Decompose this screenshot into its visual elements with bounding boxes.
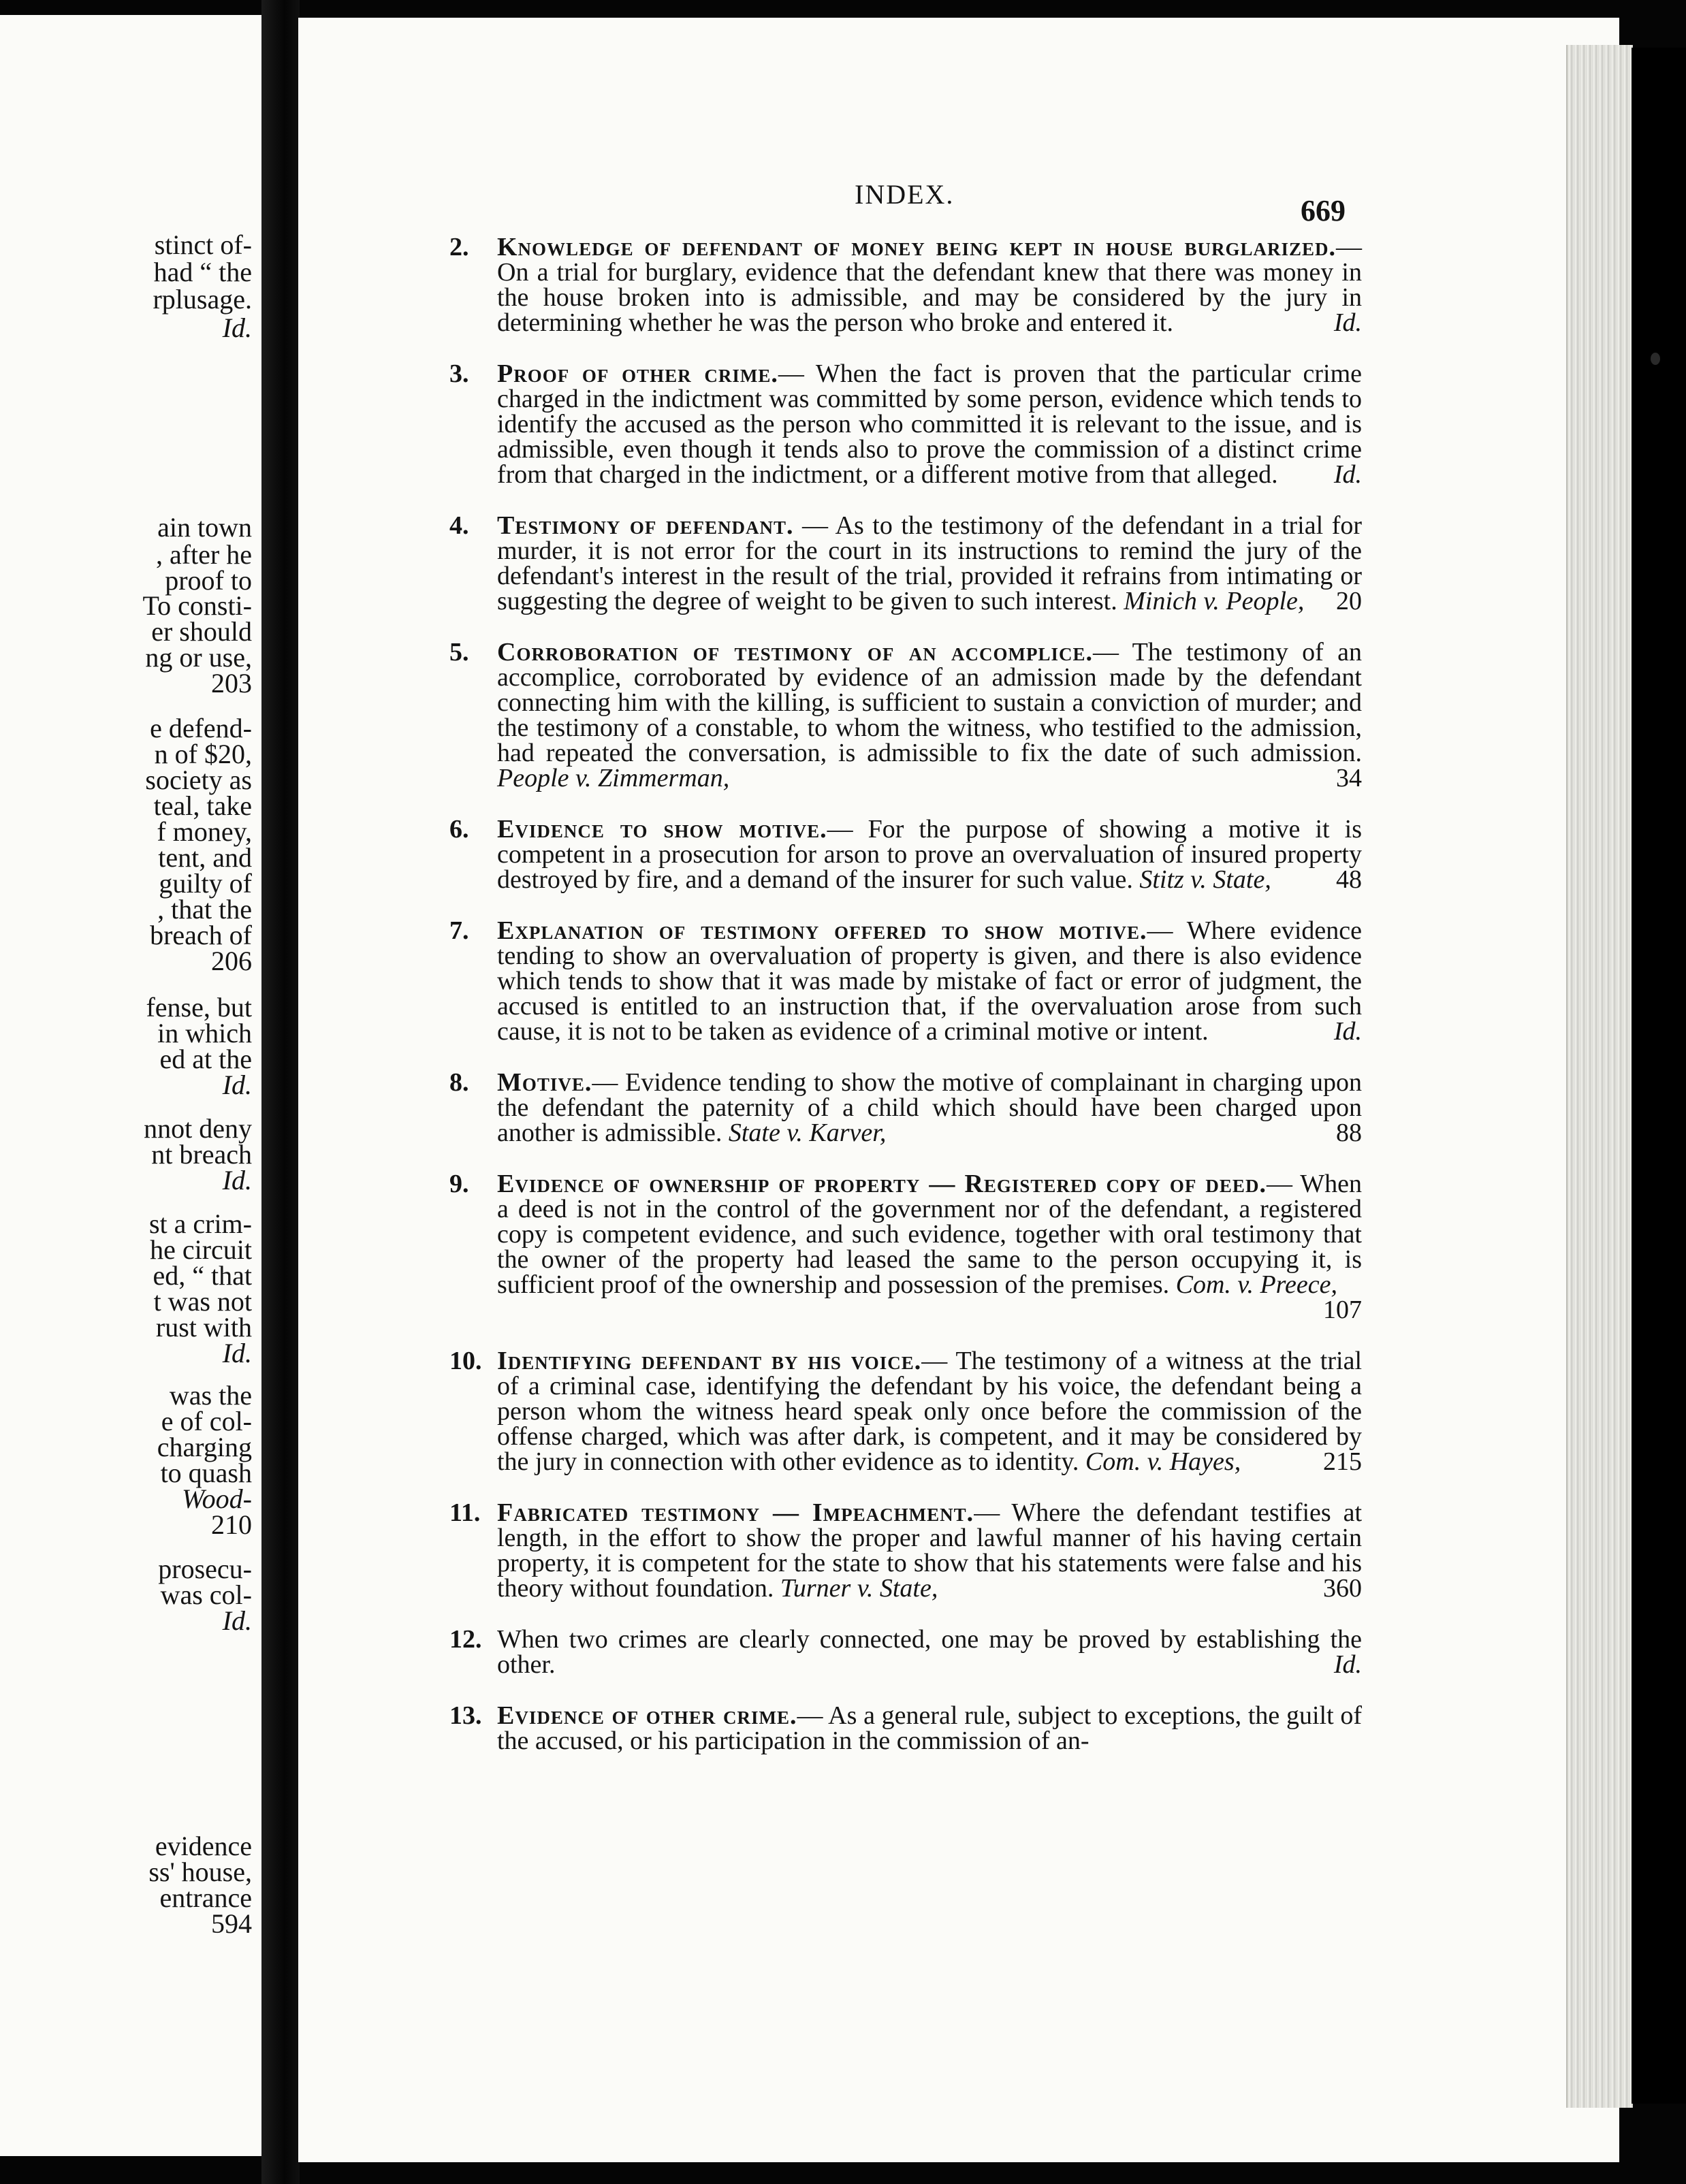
previous-page-line: breach of (150, 920, 252, 950)
previous-page-line: Id. (222, 312, 252, 343)
entry-number: 4. (449, 511, 469, 540)
case-citation: Com. v. Preece, (1169, 1270, 1337, 1299)
previous-page-line: st a crim- (148, 1208, 252, 1239)
entry-text (497, 1070, 1362, 1146)
ink-speck (1651, 353, 1660, 365)
previous-page-line: Wood- (182, 1483, 252, 1514)
previous-page-line: , that the (157, 894, 252, 925)
entry-heading: Proof of other crime. (497, 359, 778, 388)
previous-page-line: Id. (222, 1165, 252, 1195)
previous-page-line: society as (145, 765, 252, 795)
previous-page-line: charging (157, 1432, 252, 1462)
case-citation: People v. Zimmerman, (497, 764, 730, 792)
entry-number: 9. (449, 1170, 469, 1198)
previous-page-line: fense, but (146, 992, 252, 1023)
entry-heading: Evidence to show motive. (497, 815, 827, 844)
previous-page-line: e of col- (161, 1406, 252, 1436)
index-entry (449, 1172, 1362, 1323)
previous-page-line: Id. (222, 1338, 252, 1368)
previous-page-line: was the (169, 1380, 252, 1411)
entry-number: 11. (449, 1498, 481, 1527)
page-number: 669 (1301, 194, 1346, 227)
entry-number: 13. (449, 1701, 482, 1730)
entry-number: 6. (449, 815, 469, 844)
case-page-reference: 20 (1336, 587, 1362, 615)
entry-body: When two crimes are clearly connected, one may be proved by establishing the other. (497, 1625, 1362, 1679)
entry-text (497, 918, 1362, 1044)
case-citation: Minich v. People, (1117, 587, 1305, 615)
running-head: INDEX. (855, 179, 955, 210)
previous-page-line: , after he (155, 539, 252, 570)
entry-body: — Evidence tending to show the motive of complainant in charging upon the defendant the paternity of a child which should have been charged upon another is admissible. (497, 1068, 1362, 1147)
entry-body: — Where the defendant testifies at length, in the effort to show the proper and lawful manner of his having certain property, it is competent for the state to show that his statements were false and his theory without foundation. (497, 1498, 1362, 1603)
entry-body: — The testimony of an accomplice, corroborated by evidence of an admission made by the defendant connecting him with the killing, is sufficient to sustain a conviction of murder; and the testimony of a constable, to whom the witness, who testified to the admission, had repeated the conversation, is admissible to fix the date of such admission. (497, 638, 1363, 767)
entry-body: — As to the testimony of the defendant in a trial for murder, it is not error for the court in its instructions to remind the jury of the defendant's interest in the result of the trial, provided it refrains from intimating or suggesting the degree of weight to be given to such interest. (497, 511, 1362, 615)
entry-body: — When the fact is proven that the particular crime charged in the indictment was committed by some person, evidence which tends to identify the accused as the person who committed it is relevant to the issue, and is admissible, even though it tends also to prove the commission of a distinct crime from that charged in the indictment, or a different motive from that alleged. (497, 359, 1362, 489)
previous-page-line: ed at the (159, 1044, 252, 1074)
case-citation: Turner v. State, (774, 1574, 938, 1603)
previous-page-line: e defend- (150, 713, 252, 743)
entry-text (497, 513, 1362, 614)
book-gutter (261, 0, 300, 2184)
case-citation: State v. Karver, (722, 1119, 887, 1147)
entry-number: 2. (449, 233, 469, 261)
previous-page-line: he circuit (150, 1234, 252, 1265)
entry-heading: Knowledge of defendant of money being kept in house burglarized. (497, 233, 1336, 261)
entry-text (497, 1172, 1362, 1323)
entry-text (497, 640, 1362, 791)
entry-body: — As a general rule, subject to exceptions, the guilt of the accused, or his participation in the commission of an- (497, 1701, 1363, 1755)
entry-heading: Evidence of ownership of property — Registered copy of deed. (497, 1170, 1267, 1198)
index-entry (449, 1070, 1362, 1146)
entry-number: 8. (449, 1068, 469, 1097)
previous-page-line: 203 (211, 668, 252, 698)
previous-page-line: 210 (211, 1509, 252, 1540)
index-entry (449, 817, 1362, 893)
previous-page-line: nnot deny (144, 1113, 252, 1144)
previous-page-line: had “ the (153, 257, 252, 287)
idem-reference: Id. (1333, 460, 1362, 489)
previous-page-line: f money, (157, 816, 252, 847)
entry-text (497, 1500, 1362, 1601)
page-edges (1566, 45, 1633, 2108)
previous-page-line: prosecu- (158, 1554, 252, 1584)
previous-page-line: Id. (222, 1605, 252, 1636)
entry-text (497, 1627, 1362, 1677)
previous-page-line: Id. (222, 1070, 252, 1100)
index-entry (449, 1703, 1362, 1754)
index-entry (449, 513, 1362, 614)
previous-page-line: 206 (211, 946, 252, 976)
previous-page-line: entrance (159, 1882, 252, 1913)
entry-body: — On a trial for burglary, evidence that the defendant knew that there was money in the house broken into is admissible, and may be considered by the jury in determining whether he was the person who broke and entered it. (497, 233, 1362, 337)
previous-page-line: n of $20, (154, 739, 252, 769)
previous-page-line: 594 (211, 1908, 252, 1939)
case-page-reference: 48 (1336, 865, 1362, 894)
idem-reference: Id. (1333, 1650, 1362, 1679)
entry-text (497, 359, 1362, 489)
entry-body: — The testimony of a witness at the trial of a criminal case, identifying the defendant by his voice, the defendant being a person whom the witness heard speak only once before the commission of the offense charged, which was after dark, is competent, and it may be considered by the jury in connection with other evidence as to identity. (497, 1347, 1363, 1476)
entry-heading: Motive. (497, 1068, 592, 1097)
entry-number: 7. (449, 916, 469, 945)
previous-page-line: ss' house, (148, 1857, 252, 1887)
previous-page-line: ng or use, (145, 642, 252, 673)
previous-page-fragment (0, 15, 266, 2156)
previous-page-line: teal, take (153, 790, 252, 821)
entry-heading: Evidence of other crime. (497, 1701, 797, 1730)
case-page-reference: 215 (1323, 1447, 1362, 1476)
entry-number: 5. (449, 638, 469, 667)
entry-heading: Testimony of defendant. (497, 511, 794, 540)
entry-text (497, 1703, 1362, 1754)
index-entry (449, 235, 1362, 336)
entry-heading: Corroboration of testimony of an accomplice. (497, 638, 1093, 667)
case-citation: Stitz v. State, (1132, 865, 1271, 894)
idem-reference: Id. (1333, 1017, 1362, 1046)
case-page-reference: 34 (1336, 764, 1362, 792)
previous-page-line: to quash (160, 1458, 252, 1488)
entry-heading: Identifying defendant by his voice. (497, 1347, 922, 1375)
previous-page-line: was col- (160, 1579, 252, 1610)
index-entry (449, 1349, 1362, 1475)
entry-body: — For the purpose of showing a motive it is competent in a prosecution for arson to prove an overvaluation of insured property destroyed by fire, and a demand of the insurer for such value. (497, 815, 1362, 894)
entry-number: 10. (449, 1347, 482, 1375)
entry-text (497, 1349, 1362, 1475)
previous-page-line: ain town (157, 512, 252, 543)
entry-body: — When a deed is not in the control of the government nor of the defendant, a registered copy is competent evidence, and such evidence, together with oral testimony that the owner of the property had leased the same to the person occupying it, is sufficient proof of the ownership and possession of the premises. (497, 1170, 1363, 1299)
entry-heading: Explanation of testimony offered to show motive. (497, 916, 1147, 945)
case-citation: Com. v. Hayes, (1079, 1447, 1241, 1476)
entry-number: 3. (449, 359, 469, 388)
previous-page-line: nt breach (151, 1139, 252, 1170)
index-entry (449, 918, 1362, 1044)
previous-page-line: rust with (155, 1312, 252, 1343)
entry-text (497, 235, 1362, 336)
index-entry (449, 640, 1362, 791)
case-page-reference: 88 (1336, 1119, 1362, 1147)
previous-page-line: proof to (165, 565, 252, 596)
previous-page-line: guilty of (159, 868, 252, 899)
previous-page-line: evidence (155, 1831, 252, 1861)
previous-page-line: ed, “ that (153, 1260, 252, 1291)
index-entry (449, 1500, 1362, 1601)
index-entries (449, 235, 1362, 1780)
entry-body: — Where evidence tending to show an overvaluation of property is given, and there is also evidence which tends to show that it was made by mistake of fact or error of judgment, the accused is entitled to an instruction that, if the overvaluation arose from such cause, it is not to be taken as evidence of a criminal motive or intent. (497, 916, 1363, 1046)
previous-page-line: in which (157, 1018, 252, 1048)
entry-heading: Fabricated testimony — Impeachment. (497, 1498, 974, 1527)
idem-reference: Id. (1333, 308, 1362, 337)
case-page-reference: 107 (1323, 1296, 1362, 1324)
previous-page-line: er should (151, 616, 252, 647)
previous-page-line: To consti- (142, 590, 252, 621)
case-page-reference: 360 (1323, 1574, 1362, 1603)
index-entry (449, 1627, 1362, 1677)
previous-page-line: stinct of- (154, 229, 252, 260)
entry-number: 12. (449, 1625, 482, 1654)
index-entry (449, 359, 1362, 489)
previous-page-line: tent, and (158, 842, 252, 873)
previous-page-line: t was not (153, 1286, 252, 1317)
previous-page-line: rplusage. (153, 284, 252, 315)
entry-text (497, 817, 1362, 893)
